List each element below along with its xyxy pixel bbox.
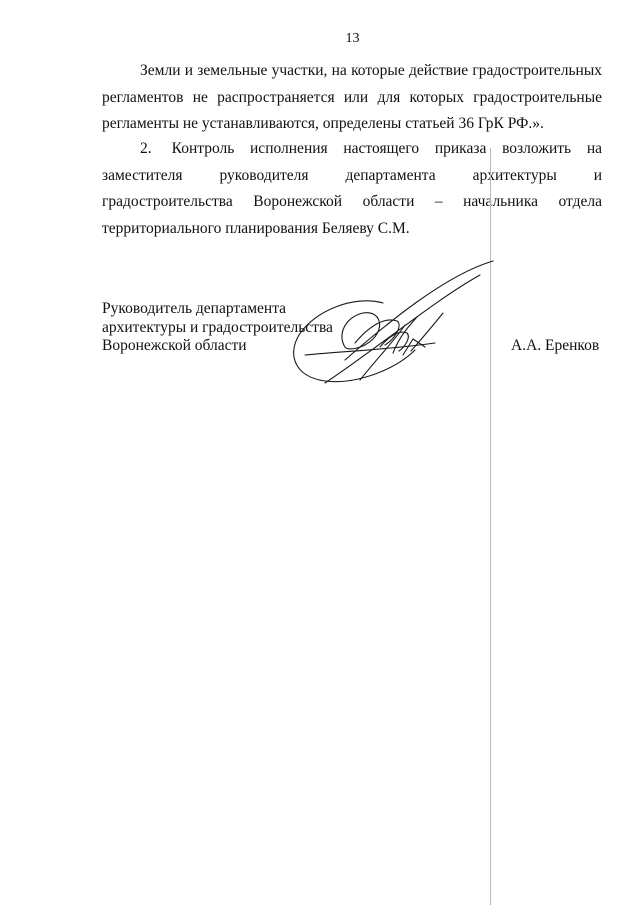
handwritten-signature bbox=[285, 255, 500, 395]
position-line: архитектуры и градостроительства bbox=[102, 318, 333, 336]
position-line: Руководитель департамента bbox=[102, 300, 287, 317]
paragraph-land-plots: Земли и земельные участки, на которые действие градостроительных регламентов не распространяется или для которых градостроительные регламенты не устанавливаются, определены статьей 36 ГрК РФ.». bbox=[102, 62, 602, 132]
page-number: 13 bbox=[345, 31, 360, 46]
paragraph-control bbox=[102, 136, 602, 242]
position-line: Воронежской области bbox=[102, 337, 247, 354]
signer-name: А.А. Еренков bbox=[511, 337, 600, 354]
paragraph-number: 2. bbox=[140, 140, 152, 157]
paragraph-control-text: Контроль исполнения настоящего приказа возложить на заместителя руководителя департамента архитектуры и градостроительства Воронежской области – начальника отдела территориального планирования Беляеву С.М. bbox=[102, 140, 602, 237]
